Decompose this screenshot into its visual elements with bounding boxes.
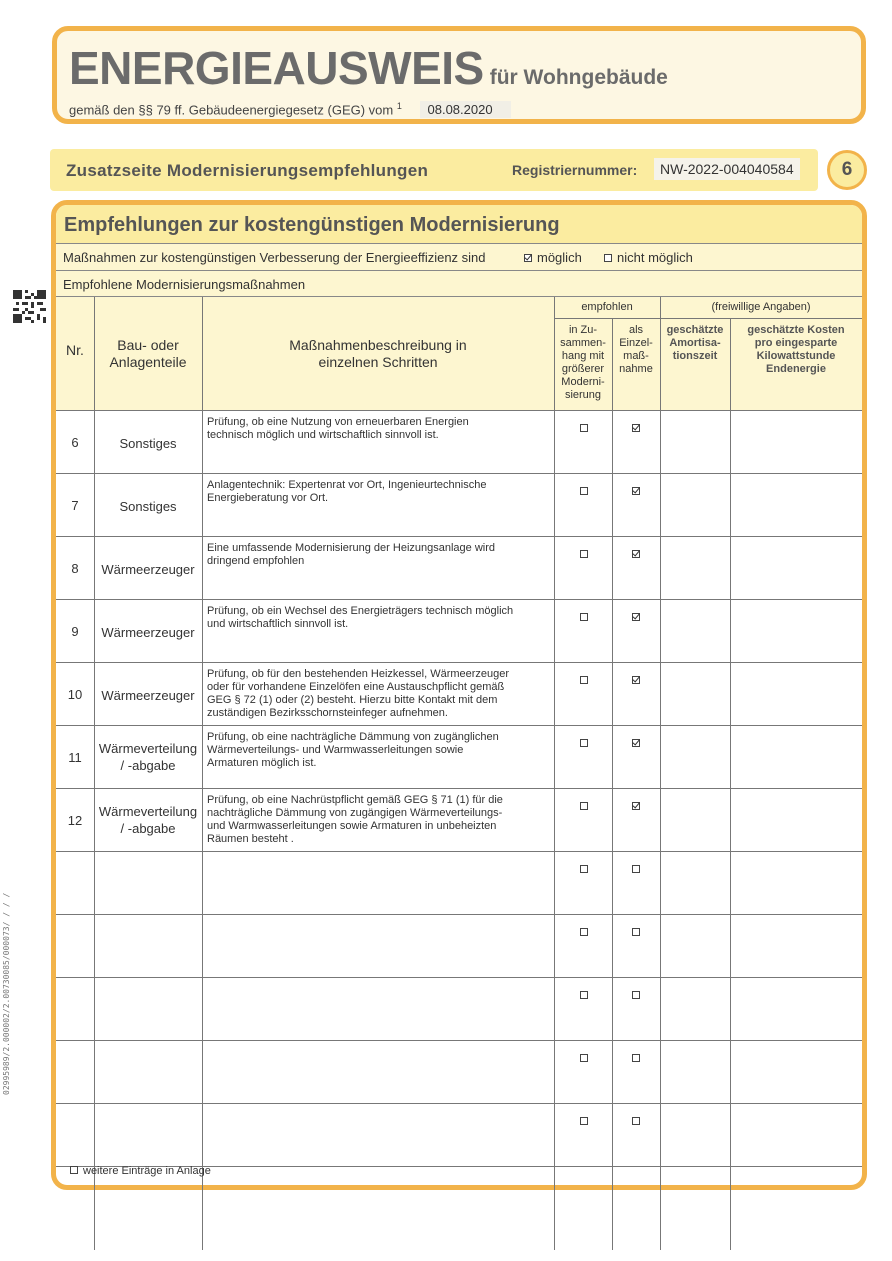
header-zusammenhang-line: in Zu- <box>568 324 598 336</box>
header-subdivider <box>554 318 862 319</box>
checkbox-einzelmassnahme[interactable] <box>632 986 645 1004</box>
checkbox-empty-icon[interactable] <box>580 424 588 432</box>
page-number-badge: 6 <box>827 150 867 190</box>
table-row <box>56 915 862 978</box>
row-component <box>94 498 202 515</box>
row-description-line: zuständigen Bezirksschornsteinfeger aufnehmen. <box>207 707 448 719</box>
checkbox-zusammenhang[interactable] <box>580 734 593 752</box>
checkbox-checked-icon[interactable] <box>524 254 532 262</box>
row-component-line: Sonstiges <box>119 436 177 451</box>
header-amortisation-line: tionszeit <box>672 350 718 362</box>
row-description-line: oder für vorhandene Einzelöfen eine Austauschpflicht gemäß <box>207 681 505 693</box>
legal-basis <box>69 101 511 118</box>
header-amortisation-line: geschätzte <box>666 324 724 336</box>
recommendations-title-bar <box>56 205 862 244</box>
checkbox-checked-icon[interactable] <box>632 424 640 432</box>
header-zusammenhang <box>554 324 612 402</box>
checkbox-checked-icon[interactable] <box>632 802 640 810</box>
checkbox-zusammenhang[interactable] <box>580 545 593 563</box>
header-zusammenhang-line: sierung <box>564 389 602 401</box>
row-number: 8 <box>71 561 79 576</box>
col-divider <box>554 297 555 1250</box>
row-component <box>94 687 202 704</box>
row-component-line: Wärmeerzeuger <box>101 625 195 640</box>
row-description-line: nachträgliche Dämmung von zugängigen Wärmeverteilungs- <box>207 807 503 819</box>
row-number: 6 <box>71 435 79 450</box>
row-description <box>207 668 553 720</box>
row-component-line: / -abgabe <box>120 758 176 773</box>
col-divider <box>202 297 203 1250</box>
row-description <box>207 416 553 442</box>
checkbox-empty-icon[interactable] <box>632 928 640 936</box>
checkbox-empty-icon[interactable] <box>580 487 588 495</box>
header-description <box>202 337 554 371</box>
row-component-line: Sonstiges <box>119 499 177 514</box>
checkbox-zusammenhang[interactable] <box>580 419 593 437</box>
recommendations-title: Empfehlungen zur kostengünstigen Modernisierung <box>64 214 560 236</box>
row-component <box>94 435 202 452</box>
checkbox-zusammenhang[interactable] <box>580 1112 593 1130</box>
checkbox-empty-icon[interactable] <box>580 865 588 873</box>
checkbox-einzelmassnahme[interactable] <box>632 1049 645 1067</box>
checkbox-zusammenhang[interactable] <box>580 482 593 500</box>
checkbox-zusammenhang[interactable] <box>580 1049 593 1067</box>
table-row <box>56 852 862 915</box>
row-description-line: Armaturen möglich ist. <box>207 757 317 769</box>
col-divider <box>730 318 731 1250</box>
registration-number: NW-2022-004040584 <box>654 158 800 180</box>
checkbox-einzelmassnahme[interactable] <box>632 671 645 689</box>
row-description <box>207 794 553 846</box>
header-amortisation <box>660 324 730 363</box>
checkbox-einzelmassnahme[interactable] <box>632 923 645 941</box>
header-nr: Nr. <box>66 342 84 358</box>
header-zusammenhang-line: hang mit <box>561 350 605 362</box>
header-kosten-line: geschätzte Kosten <box>747 324 845 336</box>
checkbox-empty-icon[interactable] <box>580 1117 588 1125</box>
checkbox-empty-icon[interactable] <box>580 928 588 936</box>
row-description-line: technisch möglich und wirtschaftlich sinnvoll ist. <box>207 429 439 441</box>
header-bau <box>94 337 202 371</box>
row-description-line: und Warmwasserleitungen sowie Armaturen in unbeheizten <box>207 820 497 832</box>
header-desc-line2: einzelnen Schritten <box>318 354 438 370</box>
row-description <box>207 542 553 568</box>
table-row <box>56 474 862 537</box>
checkbox-einzelmassnahme[interactable] <box>632 860 645 878</box>
checkbox-einzelmassnahme[interactable] <box>632 734 645 752</box>
checkbox-empty-icon[interactable] <box>580 991 588 999</box>
checkbox-zusammenhang[interactable] <box>580 608 593 626</box>
header-kosten <box>730 324 862 376</box>
checkbox-empty-icon[interactable] <box>632 865 640 873</box>
checkbox-empty-icon[interactable] <box>580 613 588 621</box>
row-component-line: Wärmeerzeuger <box>101 688 195 703</box>
header-kosten-line: pro eingesparte <box>754 337 838 349</box>
option-possible-label: möglich <box>537 250 582 265</box>
issue-date: 08.08.2020 <box>420 101 511 118</box>
checkbox-einzelmassnahme[interactable] <box>632 797 645 815</box>
header-kosten-line: Kilowattstunde <box>756 350 836 362</box>
header-bau-line2: Anlagenteile <box>109 354 187 370</box>
header-zusammenhang-line: größerer <box>561 363 605 375</box>
row-number: 12 <box>67 813 83 828</box>
checkbox-empty-icon[interactable] <box>632 991 640 999</box>
header-kosten-line: Endenergie <box>766 363 826 375</box>
row-description-line: Prüfung, ob für den bestehenden Heizkessel, Wärmeerzeuger <box>207 668 510 680</box>
header-einzel-line: Einzel- <box>619 337 653 349</box>
checkbox-empty-icon[interactable] <box>580 1054 588 1062</box>
checkbox-einzelmassnahme[interactable] <box>632 608 645 626</box>
checkbox-einzelmassnahme[interactable] <box>632 1112 645 1130</box>
supplementary-page-bar <box>50 149 818 191</box>
row-component <box>94 561 202 578</box>
row-component <box>94 740 202 774</box>
title-energieausweis: ENERGIEAUSWEIS <box>69 42 484 94</box>
checkbox-empty-icon[interactable] <box>580 739 588 747</box>
more-entries-label: weitere Einträge in Anlage <box>83 1165 211 1177</box>
table-row <box>56 978 862 1041</box>
measures-possibility-row <box>56 244 862 271</box>
row-description-line: Prüfung, ob eine nachträgliche Dämmung von zugänglichen <box>207 731 499 743</box>
side-barcode-text: 02995989/2.000002/2.00730085/000073/ / / / <box>2 892 11 1095</box>
supplementary-page-title: Zusatzseite Modernisierungsempfehlungen <box>66 161 429 180</box>
header-einzel-line: maß- <box>623 350 649 362</box>
qr-code-icon <box>13 290 46 323</box>
checkbox-zusammenhang[interactable] <box>580 671 593 689</box>
recommended-measures-label: Empfohlene Modernisierungsmaßnahmen <box>63 277 306 292</box>
header-amortisation-line: Amortisa- <box>669 337 721 349</box>
col-divider <box>612 318 613 1250</box>
row-description-line: GEG § 72 (1) oder (2) besteht. Hierzu bitte Kontakt mit dem <box>207 694 498 706</box>
checkbox-einzelmassnahme[interactable] <box>632 545 645 563</box>
header-bau-line1: Bau- oder <box>117 337 179 353</box>
checkbox-checked-icon[interactable] <box>632 676 640 684</box>
table-row <box>56 789 862 852</box>
row-number: 11 <box>68 750 82 765</box>
header-desc-line1: Maßnahmenbeschreibung in <box>289 337 467 353</box>
header-einzel-line: als <box>628 324 644 336</box>
table-row <box>56 726 862 789</box>
row-description <box>207 479 553 505</box>
header-zusammenhang-line: sammen- <box>560 337 606 349</box>
measures-label: Maßnahmen zur kostengünstigen Verbesserung der Energieeffizienz sind <box>63 250 486 265</box>
row-description-line: Prüfung, ob ein Wechsel des Energieträgers technisch möglich <box>207 605 514 617</box>
checkbox-checked-icon[interactable] <box>632 550 640 558</box>
header-empfohlen: empfohlen <box>581 301 633 313</box>
header-einzel-line: nahme <box>619 363 653 375</box>
checkbox-empty-icon[interactable] <box>632 1117 640 1125</box>
row-component-line: Wärmeerzeuger <box>101 562 195 577</box>
row-description-line: Prüfung, ob eine Nachrüstpflicht gemäß GEG § 71 (1) für die <box>207 794 503 806</box>
row-number: 9 <box>71 624 79 639</box>
header-einzelmassnahme <box>612 324 660 376</box>
row-description-line: Prüfung, ob eine Nutzung von erneuerbaren Energien <box>207 416 469 428</box>
checkbox-zusammenhang[interactable] <box>580 986 593 1004</box>
row-component <box>94 803 202 837</box>
row-description-line: dringend empfohlen <box>207 555 305 567</box>
checkbox-empty-icon[interactable] <box>580 676 588 684</box>
checkbox-einzelmassnahme[interactable] <box>632 482 645 500</box>
header-box <box>52 26 866 124</box>
table-header <box>56 297 862 411</box>
checkbox-checked-icon[interactable] <box>632 613 640 621</box>
row-description-line: Energieberatung vor Ort. <box>207 492 329 504</box>
recommendations-box <box>51 200 867 1190</box>
table-row <box>56 537 862 600</box>
checkbox-empty-icon[interactable] <box>604 254 612 262</box>
checkbox-empty-icon[interactable] <box>70 1166 78 1174</box>
checkbox-zusammenhang[interactable] <box>580 923 593 941</box>
checkbox-empty-icon[interactable] <box>580 802 588 810</box>
header-freiwillig: (freiwillige Angaben) <box>711 301 811 313</box>
checkbox-empty-icon[interactable] <box>632 1054 640 1062</box>
table-row <box>56 663 862 726</box>
recommended-measures-row <box>56 271 862 297</box>
row-component-line: Wärmeverteilung <box>98 741 198 756</box>
table-row <box>56 600 862 663</box>
title-wohngebaeude: für Wohngebäude <box>489 66 668 89</box>
checkbox-checked-icon[interactable] <box>632 487 640 495</box>
checkbox-empty-icon[interactable] <box>580 550 588 558</box>
row-component-line: Wärmeverteilung <box>98 804 198 819</box>
checkbox-einzelmassnahme[interactable] <box>632 419 645 437</box>
row-number: 7 <box>71 498 79 513</box>
col-divider <box>660 297 661 1250</box>
more-entries-note[interactable] <box>70 1165 211 1177</box>
row-description <box>207 731 553 770</box>
registration-label: Registriernummer: <box>512 162 638 178</box>
row-number: 10 <box>67 687 83 702</box>
row-description-line: Anlagentechnik: Expertenrat vor Ort, Ingenieurtechnische <box>207 479 487 491</box>
row-description-line: Eine umfassende Modernisierung der Heizungsanlage wird <box>207 542 495 554</box>
row-description-line: und wirtschaftlich sinnvoll ist. <box>207 618 349 630</box>
option-not-possible-label: nicht möglich <box>617 250 693 265</box>
row-description-line: Räumen besteht . <box>207 833 294 845</box>
row-description <box>207 605 553 631</box>
checkbox-zusammenhang[interactable] <box>580 860 593 878</box>
checkbox-zusammenhang[interactable] <box>580 797 593 815</box>
checkbox-checked-icon[interactable] <box>632 739 640 747</box>
row-component <box>94 624 202 641</box>
header-zusammenhang-line: Moderni- <box>561 376 605 388</box>
table-row <box>56 1104 862 1167</box>
table-row <box>56 411 862 474</box>
legal-basis-text: gemäß den §§ 79 ff. Gebäudeenergiegesetz (GEG) vom <box>69 102 394 118</box>
table-row <box>56 1041 862 1104</box>
col-divider <box>94 297 95 1250</box>
option-possible[interactable] <box>524 250 582 265</box>
row-component-line: / -abgabe <box>120 821 176 836</box>
row-description-line: Wärmeverteilungs- und Warmwasserleitungen sowie <box>207 744 464 756</box>
option-not-possible[interactable] <box>604 250 693 265</box>
footnote-mark: 1 <box>396 101 402 111</box>
document-title <box>69 41 668 95</box>
